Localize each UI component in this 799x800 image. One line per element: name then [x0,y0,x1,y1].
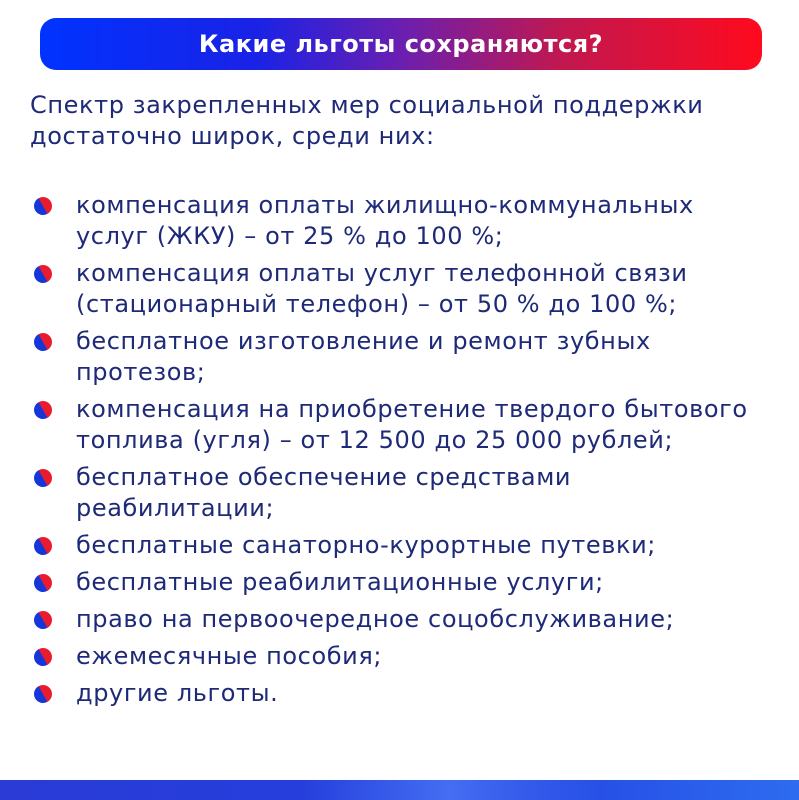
list-item [32,641,772,672]
bullet-icon [31,682,56,707]
list-item [32,326,772,388]
list-item-text: компенсация оплаты услуг телефонной связи (стационарный телефон) – от 50 % до 100 %; [76,259,688,318]
list-item-text: ежемесячные пособия; [76,642,383,670]
list-item [32,394,772,456]
bullet-icon [31,466,56,491]
page-title: Какие льготы сохраняются? [198,30,604,58]
intro-text: Спектр закрепленных мер социальной поддержки достаточно широк, среди них: [30,91,704,150]
list-item [32,530,772,561]
list-item-text: компенсация оплаты жилищно-коммунальных услуг (ЖКУ) – от 25 % до 100 %; [76,191,694,250]
list-item [32,678,772,709]
bullet-icon [31,571,56,596]
list-item-text: бесплатные санаторно-курортные путевки; [76,531,656,559]
list-item [32,462,772,524]
list-item [32,567,772,598]
list-item [32,258,772,320]
list-item-text: компенсация на приобретение твердого бытового топлива (угля) – от 12 500 до 25 000 рублей; [76,395,748,454]
bullet-icon [31,262,56,287]
bullet-icon [31,398,56,423]
bullet-icon [31,534,56,559]
list-item [32,190,772,252]
header-banner [40,18,762,70]
bottom-band-highlight [300,780,600,800]
bullet-icon [31,330,56,355]
list-item-text: бесплатное обеспечение средствами реабилитации; [76,463,572,522]
list-item-text: другие льготы. [76,679,279,707]
list-item-text: бесплатное изготовление и ремонт зубных протезов; [76,327,651,386]
list-item-text: право на первоочередное соцобслуживание; [76,605,675,633]
bullet-icon [31,194,56,219]
bullet-icon [31,608,56,633]
list-item-text: бесплатные реабилитационные услуги; [76,568,604,596]
bullet-icon [31,645,56,670]
list-item [32,604,772,635]
benefits-list [32,190,772,715]
